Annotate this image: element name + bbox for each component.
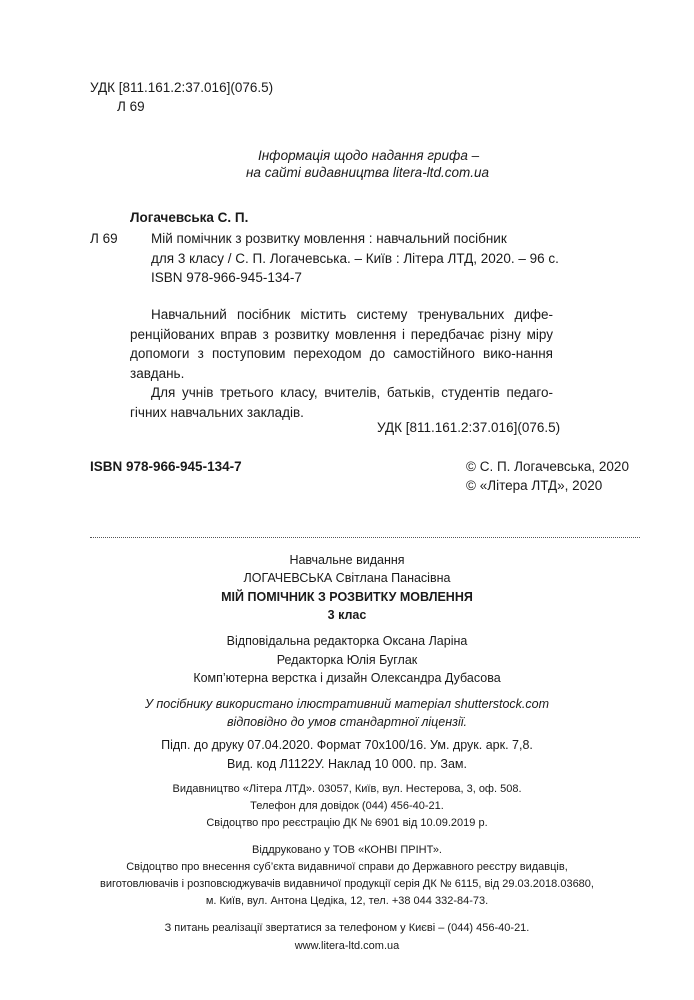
imprint-grade: 3 клас: [327, 608, 367, 622]
imprint-publisher-1: Видавництво «Літера ЛТД». 03057, Київ, вул. Нестерова, 3, оф. 508.: [172, 783, 522, 795]
imprint-printer-4: м. Київ, вул. Антона Цедіка, 12, тел. +38 044 332-84-73.: [205, 895, 489, 907]
imprint-printer-1: Віддруковано у ТОВ «КОНВІ ПРІНТ».: [252, 844, 442, 856]
copyright-isbn: ISBN 978-966-945-134-7: [90, 459, 242, 474]
biblio-audience: Для учнів третього класу, вчителів, батьків, студентів педаго-гічних навчальних закладів.: [130, 385, 553, 420]
imprint-layout: Комп’ютерна верстка і дизайн Олександра Дубасова: [193, 671, 501, 685]
biblio-code: Л 69: [90, 231, 118, 246]
imprint-publisher-3: Свідоцтво про реєстрацію ДК № 6901 від 10.09.2019 р.: [206, 817, 488, 829]
imprint-illustrations-2: відповідно до умов стандартної ліцензії.: [227, 715, 467, 729]
imprint-title: МІЙ ПОМІЧНИК З РОЗВИТКУ МОВЛЕННЯ: [221, 590, 473, 604]
grif-line-2: на сайті видавництва litera-ltd.com.ua: [246, 165, 489, 180]
grif-line-1: Інформація щодо надання грифа –: [258, 148, 480, 163]
imprint-printer-3: виготовлювачів і розповсюджувачів видавничої продукції серія ДК № 6115, від 29.03.2018.03680,: [100, 878, 594, 890]
biblio-annotation: Навчальний посібник містить систему тренувальних дифе-ренційованих вправ з розвитку мовлення і передбачає різну міру допомоги з поступовим переходом до самостійного вико-нання завдань.: [130, 307, 553, 381]
imprint-print-info-1: Підп. до друку 07.04.2020. Формат 70х100/16. Ум. друк. арк. 7,8.: [161, 738, 533, 752]
imprint-illustrations-1: У посібнику використано ілюстративний матеріал shutterstock.com: [144, 697, 550, 711]
imprint-printer-2: Свідоцтво про внесення суб’єкта видавничої справи до Державного реєстру видавців,: [126, 861, 568, 873]
imprint-sales: З питань реалізації звертатися за телефоном у Києві – (044) 456-40-21.: [164, 922, 530, 934]
biblio-udc-right: УДК [811.161.2:37.016](076.5): [377, 420, 561, 435]
imprint-editor: Відповідальна редакторка Оксана Ларіна: [226, 634, 468, 648]
biblio-title-line-2: для 3 класу / С. П. Логачевська. – Київ : Літера ЛТД, 2020. – 96 с.: [151, 251, 559, 266]
imprint-type: Навчальне видання: [289, 553, 405, 567]
copyright-publisher: © «Літера ЛТД», 2020: [466, 478, 603, 493]
imprint-site: www.litera-ltd.com.ua: [294, 940, 400, 952]
copyright-author: © С. П. Логачевська, 2020: [466, 459, 629, 474]
bbk-header: Л 69: [117, 99, 145, 114]
imprint-author: ЛОГАЧЕВСЬКА Світлана Панасівна: [243, 571, 451, 585]
imprint-print-info-2: Вид. код Л1122У. Наклад 10 000. пр. Зам.: [227, 757, 467, 771]
biblio-title-line-1: Мій помічник з розвитку мовлення : навчальний посібник: [151, 231, 507, 246]
dotted-divider: [90, 537, 640, 538]
udc-header: УДК [811.161.2:37.016](076.5): [90, 80, 274, 95]
biblio-isbn: ISBN 978-966-945-134-7: [151, 270, 302, 285]
biblio-author: Логачевська С. П.: [130, 210, 249, 225]
imprint-editor-2: Редакторка Юлія Буглак: [276, 653, 418, 667]
imprint-publisher-2: Телефон для довідок (044) 456-40-21.: [250, 800, 444, 812]
